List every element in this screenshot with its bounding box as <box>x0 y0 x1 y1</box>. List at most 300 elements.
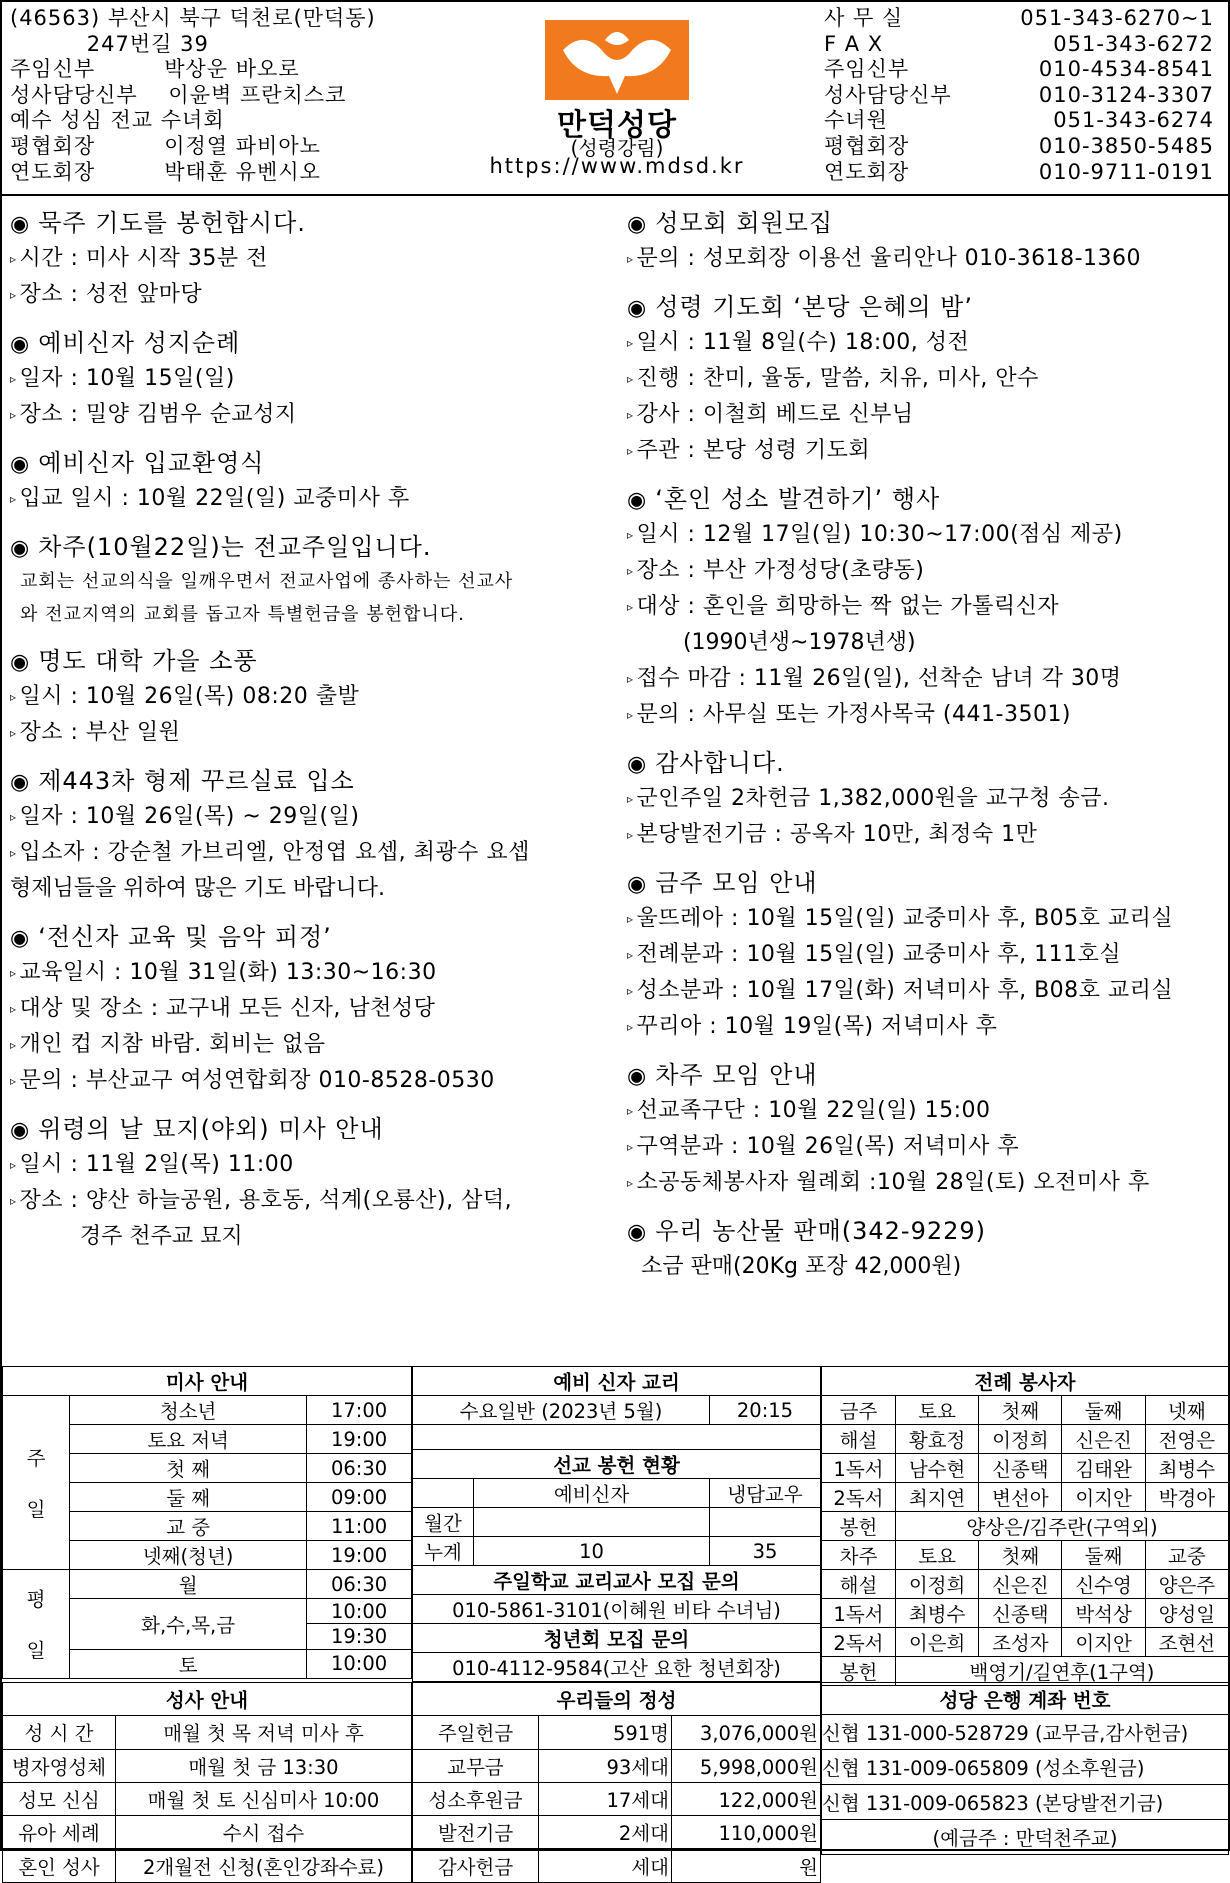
item-text: 입교 일시 : 10월 22일(일) 교중미사 후 <box>19 486 410 511</box>
section-title: 예비신자 입교환영식 <box>38 449 265 477</box>
item-text: 개인 컵 지참 바람. 회비는 없음 <box>19 1032 326 1057</box>
announcement-item <box>10 679 620 715</box>
announcement-section <box>627 867 1227 1045</box>
section-title: ‘혼인 성소 발견하기’ 행사 <box>655 485 941 513</box>
contact-row <box>824 108 1214 134</box>
mission-cell: 10 <box>474 1537 710 1566</box>
youth-title: 청년회 모집 문의 <box>413 1624 821 1653</box>
bullet-icon: ◉ <box>10 926 31 951</box>
announcement-item <box>627 433 1227 469</box>
servers-cell: 박석상 <box>1062 1599 1145 1628</box>
section-title: 차주(10월22일)는 전교주일입니다. <box>38 533 432 561</box>
sacraments-table <box>2 1682 412 1883</box>
offering-name: 성소후원금 <box>413 1782 539 1815</box>
offering-amount: 110,000원 <box>672 1816 821 1849</box>
mass-time: 09:00 <box>307 1483 412 1512</box>
servers-cell: 이지안 <box>1062 1483 1145 1512</box>
sacrament-time: 매월 첫 금 13:30 <box>116 1749 412 1782</box>
triangle-icon: ▹ <box>627 1020 634 1034</box>
triangle-icon: ▹ <box>10 810 17 824</box>
triangle-icon: ▹ <box>627 408 634 422</box>
item-text: 주관 : 본당 성령 기도회 <box>636 438 871 463</box>
contact-label: 주임신부 <box>824 57 910 82</box>
account-line: 신협 131-000-528729 (교무금,감사헌금) <box>822 1715 1229 1750</box>
item-text: 일자 : 10월 26일(목) ~ 29일(일) <box>19 804 360 829</box>
triangle-icon: ▹ <box>627 984 634 998</box>
announcement-continuation: 형제님들을 위하여 많은 기도 바랍니다. <box>10 876 385 901</box>
item-text: 울뜨레아 : 10월 15일(일) 교중미사 후, B05호 교리실 <box>636 906 1174 931</box>
offering-amount: 5,998,000원 <box>672 1749 821 1782</box>
triangle-icon: ▹ <box>10 690 17 704</box>
servers-cell: 김태완 <box>1062 1454 1145 1483</box>
section-heading <box>627 207 1227 241</box>
triangle-icon: ▹ <box>627 252 634 266</box>
item-text: 장소 : 성전 앞마당 <box>19 282 203 307</box>
announcement-item <box>10 1183 620 1219</box>
church-name: 만덕성당 <box>557 108 677 143</box>
section-heading <box>627 867 1227 901</box>
offerings-title: 우리들의 정성 <box>413 1683 821 1716</box>
servers-cell: 양성일 <box>1145 1599 1228 1628</box>
servers-cell: 최지연 <box>895 1483 978 1512</box>
offering-count: 2세대 <box>539 1816 672 1849</box>
announcement-section <box>627 207 1227 277</box>
offering-count: 세대 <box>539 1849 672 1882</box>
servers-head: 차주 <box>822 1541 896 1570</box>
mass-name: 첫 째 <box>70 1454 307 1483</box>
contact-label: 수녀원 <box>824 108 888 133</box>
school-title: 주일학교 교리교사 모집 문의 <box>413 1566 821 1595</box>
announcement-item <box>627 697 1227 733</box>
servers-head: 넷째 <box>1145 1396 1228 1425</box>
triangle-icon: ▹ <box>10 726 17 740</box>
servers-cell: 이은희 <box>895 1628 978 1657</box>
accounts-title: 성당 은행 계좌 번호 <box>822 1683 1229 1715</box>
catechism-table <box>412 1366 821 1682</box>
section-heading <box>627 483 1227 517</box>
section-heading <box>10 531 620 565</box>
triangle-icon: ▹ <box>10 1158 17 1172</box>
section-title: ‘전신자 교육 및 음악 피정’ <box>38 923 332 951</box>
item-text: 본당발전기금 : 공옥자 10만, 최정숙 1만 <box>636 822 1038 847</box>
left-announcements <box>10 207 620 1269</box>
header-contacts <box>824 6 1214 185</box>
announcement-section <box>10 765 620 907</box>
servers-cell: 전영은 <box>1145 1425 1228 1454</box>
servers-cell: 신은진 <box>1062 1425 1145 1454</box>
item-text: 구역분과 : 10월 26일(목) 저녁미사 후 <box>636 1134 1020 1159</box>
account-line: 신협 131-009-065823 (본당발전기금) <box>822 1785 1229 1820</box>
catechism-class: 수요일반 (2023년 5월) <box>413 1396 710 1425</box>
announcement-item <box>10 991 620 1027</box>
mission-cell <box>710 1508 821 1537</box>
announcement-item <box>627 1165 1227 1201</box>
offering-name: 교무금 <box>413 1749 539 1782</box>
item-text: 일시 : 11월 8일(수) 18:00, 성전 <box>636 330 970 355</box>
triangle-icon: ▹ <box>627 1176 634 1190</box>
servers-cell: 양상은/김주란(구역외) <box>895 1512 1228 1541</box>
contact-label: 성사담당신부 <box>824 82 952 107</box>
section-title: 명도 대학 가을 소풍 <box>38 647 258 675</box>
servers-cell: 황효정 <box>895 1425 978 1454</box>
mass-time: 17:00 <box>307 1396 412 1425</box>
blank-cell <box>413 1479 474 1508</box>
triangle-icon: ▹ <box>627 528 634 542</box>
announcement-item <box>627 817 1227 853</box>
youth-contact: 010-4112-9584(고산 요한 청년회장) <box>413 1653 821 1682</box>
announcement-section <box>627 1215 1227 1285</box>
right-announcements <box>627 207 1227 1299</box>
mission-cell <box>474 1508 710 1537</box>
item-text: 성소분과 : 10월 17일(화) 저녁미사 후, B08호 교리실 <box>636 978 1174 1003</box>
mass-time: 06:30 <box>307 1570 412 1599</box>
section-heading <box>627 747 1227 781</box>
servers-cell: 조현선 <box>1145 1628 1228 1657</box>
mass-name: 청소년 <box>70 1396 307 1425</box>
offering-name: 발전기금 <box>413 1816 539 1849</box>
servers-head: 첫째 <box>979 1541 1062 1570</box>
servers-cell: 1독서 <box>822 1599 896 1628</box>
bullet-icon: ◉ <box>627 752 648 777</box>
bullet-icon: ◉ <box>627 296 648 321</box>
section-title: 묵주 기도를 봉헌합시다. <box>38 209 306 237</box>
triangle-icon: ▹ <box>10 408 17 422</box>
section-title: 성령 기도회 ‘본당 은혜의 밤’ <box>655 293 973 321</box>
announcement-section <box>10 1113 620 1255</box>
offering-name: 주일헌금 <box>413 1716 539 1749</box>
triangle-icon: ▹ <box>627 672 634 686</box>
offering-amount: 원 <box>672 1849 821 1882</box>
triangle-icon: ▹ <box>10 1194 17 1208</box>
contact-label: 연도회장 <box>824 159 910 184</box>
bullet-icon: ◉ <box>10 770 31 795</box>
servers-head: 교중 <box>1145 1541 1228 1570</box>
contact-number: 010-9711-0191 <box>1038 159 1214 184</box>
item-text: 장소 : 부산 일원 <box>19 720 181 745</box>
announcement-item <box>627 937 1227 973</box>
servers-cell: 1독서 <box>822 1454 896 1483</box>
announcement-item <box>627 589 1227 625</box>
bullet-icon: ◉ <box>627 488 648 513</box>
item-text: 일시 : 12월 17일(일) 10:30~17:00(점심 제공) <box>636 522 1123 547</box>
item-text: 선교족구단 : 10월 22일(일) 15:00 <box>636 1098 991 1123</box>
account-line: (예금주 : 만덕천주교) <box>822 1820 1229 1855</box>
school-contact: 010-5861-3101(이혜원 비타 수녀님) <box>413 1595 821 1624</box>
contact-label: 사 무 실 <box>824 6 904 30</box>
header-line: 연도회장 박태훈 유벤시오 <box>10 159 321 184</box>
servers-cell: 변선아 <box>979 1483 1062 1512</box>
servers-head: 둘째 <box>1062 1396 1145 1425</box>
header-line: 예수 성심 전교 수녀회 <box>10 108 225 133</box>
triangle-icon: ▹ <box>10 492 17 506</box>
mission-cell: 35 <box>710 1537 821 1566</box>
item-text: 일시 : 11월 2일(목) 11:00 <box>19 1152 294 1177</box>
bullet-icon: ◉ <box>10 452 31 477</box>
item-text: 문의 : 성모회장 이용선 율리안나 010-3618-1360 <box>636 246 1142 271</box>
bullet-icon: ◉ <box>10 1118 31 1143</box>
bullet-icon: ◉ <box>627 1064 648 1089</box>
announcement-section <box>627 483 1227 733</box>
servers-cell: 2독서 <box>822 1483 896 1512</box>
section-title: 차주 모임 안내 <box>655 1061 818 1089</box>
triangle-icon: ▹ <box>10 288 17 302</box>
contact-number: 051-343-6272 <box>1053 31 1214 56</box>
announcement-section <box>10 327 620 433</box>
contact-label: 평협회장 <box>824 133 910 158</box>
bank-accounts-table <box>821 1682 1229 1855</box>
sacrament-time: 수시 접수 <box>116 1816 412 1849</box>
servers-head: 토요 <box>895 1396 978 1425</box>
servers-head: 금주 <box>822 1396 896 1425</box>
section-title: 금주 모임 안내 <box>655 869 818 897</box>
triangle-icon: ▹ <box>10 846 17 860</box>
header-line: 247번길 39 <box>10 31 209 56</box>
church-logo <box>545 20 689 100</box>
contact-number: 010-4534-8541 <box>1038 57 1214 82</box>
item-text: 시간 : 미사 시작 35분 전 <box>19 246 268 271</box>
announcement-item <box>627 517 1227 553</box>
servers-cell: 해설 <box>822 1570 896 1599</box>
triangle-icon: ▹ <box>627 600 634 614</box>
announcement-continuation: (1990년생~1978년생) <box>627 630 916 655</box>
section-heading <box>10 645 620 679</box>
announcement-item <box>627 361 1227 397</box>
servers-cell: 박경아 <box>1145 1483 1228 1512</box>
servers-cell: 최병수 <box>895 1599 978 1628</box>
offering-count: 93세대 <box>539 1749 672 1782</box>
announcement-item <box>10 1027 620 1063</box>
contact-number: 010-3124-3307 <box>1038 82 1214 107</box>
section-heading <box>627 1215 1227 1249</box>
servers-cell: 신종택 <box>979 1454 1062 1483</box>
bullet-icon: ◉ <box>627 1220 648 1245</box>
announcement-item <box>627 1093 1227 1129</box>
mass-time: 19:30 <box>307 1624 412 1649</box>
mass-name: 토요 저녁 <box>70 1425 307 1454</box>
servers-cell: 해설 <box>822 1425 896 1454</box>
triangle-icon: ▹ <box>627 336 634 350</box>
contact-number: 051-343-6274 <box>1053 108 1214 133</box>
header-line: (46563) 부산시 북구 덕천로(만덕동) <box>10 6 376 30</box>
mission-title: 선교 봉헌 현황 <box>413 1450 821 1479</box>
triangle-icon: ▹ <box>627 708 634 722</box>
weekday-label: 평 일 <box>3 1570 70 1679</box>
mass-name: 넷째(청년) <box>70 1541 307 1570</box>
mass-time: 06:30 <box>307 1454 412 1483</box>
mission-cell: 월간 <box>413 1508 474 1537</box>
bullet-icon: ◉ <box>10 650 31 675</box>
contact-row <box>824 134 1214 160</box>
item-text: 군인주일 2차헌금 1,382,000원을 교구청 송금. <box>636 786 1110 811</box>
servers-cell: 이정희 <box>979 1425 1062 1454</box>
header-line: 평협회장 이정열 파비아노 <box>10 133 321 158</box>
section-title: 우리 농산물 판매(342-9229) <box>655 1217 987 1245</box>
bullet-icon: ◉ <box>10 332 31 357</box>
announcement-item <box>627 241 1227 277</box>
announcement-item <box>10 799 620 835</box>
announcement-item <box>627 1129 1227 1165</box>
item-text: 일자 : 10월 15일(일) <box>19 366 235 391</box>
announcement-continuation: 소금 판매(20Kg 포장 42,000원) <box>627 1254 962 1279</box>
triangle-icon: ▹ <box>627 792 634 806</box>
sacraments-title: 성사 안내 <box>3 1683 412 1716</box>
offering-count: 591명 <box>539 1716 672 1749</box>
triangle-icon: ▹ <box>10 1074 17 1088</box>
item-text: 장소 : 양산 하늘공원, 용호동, 석계(오룡산), 삼덕, <box>19 1188 513 1213</box>
church-subtitle: (성령강림) <box>570 136 664 160</box>
announcement-section <box>627 1059 1227 1201</box>
triangle-icon: ▹ <box>10 966 17 980</box>
item-text: 문의 : 사무실 또는 가정사목국 (441-3501) <box>636 702 1072 727</box>
announcement-item <box>10 715 620 751</box>
bullet-icon: ◉ <box>10 212 31 237</box>
announcement-item <box>10 1147 620 1183</box>
servers-head: 토요 <box>895 1541 978 1570</box>
mass-name: 둘 째 <box>70 1483 307 1512</box>
announcement-section <box>10 645 620 751</box>
mass-name: 토 <box>70 1649 307 1678</box>
offering-amount: 122,000원 <box>672 1782 821 1815</box>
section-heading <box>10 327 620 361</box>
mass-time: 19:00 <box>307 1425 412 1454</box>
announcement-note: 와 전교지역의 교회를 돕고자 특별헌금을 봉헌합니다. <box>20 604 465 625</box>
announcement-item <box>627 661 1227 697</box>
servers-head: 둘째 <box>1062 1541 1145 1570</box>
mass-time: 19:00 <box>307 1541 412 1570</box>
triangle-icon: ▹ <box>627 828 634 842</box>
servers-cell: 조성자 <box>979 1628 1062 1657</box>
section-title: 예비신자 성지순례 <box>38 329 241 357</box>
mass-name: 교 중 <box>70 1512 307 1541</box>
announcement-item <box>627 325 1227 361</box>
announcement-item <box>10 277 620 313</box>
servers-cell: 신수영 <box>1062 1570 1145 1599</box>
triangle-icon: ▹ <box>627 444 634 458</box>
announcement-section <box>627 291 1227 469</box>
servers-cell: 남수현 <box>895 1454 978 1483</box>
section-title: 제443차 형제 꾸르실료 입소 <box>38 767 355 795</box>
announcement-item <box>10 1063 620 1099</box>
item-text: 장소 : 밀양 김범우 순교성지 <box>19 402 297 427</box>
section-heading <box>10 765 620 799</box>
servers-cell: 신은진 <box>979 1570 1062 1599</box>
announcement-section <box>10 207 620 313</box>
church-url[interactable]: https://www.mdsd.kr <box>489 154 745 178</box>
servers-cell: 봉헌 <box>822 1512 896 1541</box>
announcement-item <box>627 781 1227 817</box>
item-text: 접수 마감 : 11월 26일(일), 선착순 남녀 각 30명 <box>636 666 1122 691</box>
item-text: 문의 : 부산교구 여성연합회장 010-8528-0530 <box>19 1068 495 1093</box>
servers-cell: 최병수 <box>1145 1454 1228 1483</box>
announcement-item <box>10 361 620 397</box>
servers-cell: 봉헌 <box>822 1657 896 1686</box>
triangle-icon: ▹ <box>627 372 634 386</box>
item-text: 입소자 : 강순철 가브리엘, 안정엽 요셉, 최광수 요셉 <box>19 840 530 865</box>
header <box>2 2 1228 196</box>
mass-title: 미사 안내 <box>3 1367 412 1396</box>
liturgy-servers-table <box>821 1366 1229 1686</box>
mass-schedule-table <box>2 1366 412 1679</box>
item-text: 장소 : 부산 가정성당(초량동) <box>636 558 925 583</box>
section-heading <box>627 291 1227 325</box>
announcement-item <box>627 397 1227 433</box>
triangle-icon: ▹ <box>627 1104 634 1118</box>
offering-name: 감사헌금 <box>413 1849 539 1882</box>
triangle-icon: ▹ <box>10 372 17 386</box>
triangle-icon: ▹ <box>10 1038 17 1052</box>
section-heading <box>10 447 620 481</box>
catechism-time: 20:15 <box>710 1396 821 1425</box>
sacrament-time: 매월 첫 토 신심미사 10:00 <box>116 1782 412 1815</box>
section-heading <box>627 1059 1227 1093</box>
sacrament-name: 성 시 간 <box>3 1716 116 1749</box>
sunday-label: 주 일 <box>3 1396 70 1570</box>
blank-cell <box>413 1425 821 1450</box>
sacrament-time: 매월 첫 목 저녁 미사 후 <box>116 1716 412 1749</box>
mass-time: 10:00 <box>307 1599 412 1624</box>
servers-cell: 이정희 <box>895 1570 978 1599</box>
sacrament-name: 유아 세례 <box>3 1816 116 1849</box>
triangle-icon: ▹ <box>10 252 17 266</box>
triangle-icon: ▹ <box>627 1140 634 1154</box>
contact-row <box>824 57 1214 83</box>
offering-count: 17세대 <box>539 1782 672 1815</box>
triangle-icon: ▹ <box>627 948 634 962</box>
item-text: 전례분과 : 10월 15일(일) 교중미사 후, 111호실 <box>636 942 1122 967</box>
header-left <box>10 6 376 185</box>
servers-head: 첫째 <box>979 1396 1062 1425</box>
servers-cell: 이지안 <box>1062 1628 1145 1657</box>
item-text: 교육일시 : 10월 31일(화) 13:30~16:30 <box>19 960 437 985</box>
item-text: 진행 : 찬미, 율동, 말씀, 치유, 미사, 안수 <box>636 366 1039 391</box>
announcement-item <box>627 1009 1227 1045</box>
offering-amount: 3,076,000원 <box>672 1716 821 1749</box>
sacrament-time: 2개월전 신청(혼인강좌수료) <box>116 1849 412 1882</box>
mass-time: 11:00 <box>307 1512 412 1541</box>
item-text: 일시 : 10월 26일(목) 08:20 출발 <box>19 684 360 709</box>
header-line: 주임신부 박상운 바오로 <box>10 57 300 82</box>
sacrament-name: 성모 신심 <box>3 1782 116 1815</box>
announcement-note: 교회는 선교의식을 일깨우면서 전교사업에 종사하는 선교사 <box>20 571 514 592</box>
section-heading <box>10 207 620 241</box>
mass-name: 월 <box>70 1570 307 1599</box>
announcement-section <box>10 447 620 517</box>
contact-row <box>824 6 1214 32</box>
section-title: 감사합니다. <box>655 749 785 777</box>
triangle-icon: ▹ <box>627 912 634 926</box>
bullet-icon: ◉ <box>627 212 648 237</box>
section-title: 위령의 날 묘지(야외) 미사 안내 <box>38 1115 384 1143</box>
announcement-item <box>10 397 620 433</box>
announcement-item <box>627 901 1227 937</box>
triangle-icon: ▹ <box>627 564 634 578</box>
mission-cell: 누계 <box>413 1537 474 1566</box>
catechism-title: 예비 신자 교리 <box>413 1367 821 1396</box>
section-heading <box>10 921 620 955</box>
contact-row <box>824 83 1214 109</box>
item-text: 꾸리아 : 10월 19일(목) 저녁미사 후 <box>636 1014 998 1039</box>
account-line: 신협 131-009-065809 (성소후원금) <box>822 1750 1229 1785</box>
section-title: 성모회 회원모집 <box>655 209 834 237</box>
announcement-item <box>10 241 620 277</box>
announcement-section <box>10 921 620 1099</box>
bullet-icon: ◉ <box>10 536 31 561</box>
item-text: 소공동체봉사자 월례회 :10월 28일(토) 오전미사 후 <box>636 1170 1150 1195</box>
item-text: 대상 및 장소 : 교구내 모든 신자, 남천성당 <box>19 996 436 1021</box>
servers-cell: 양은주 <box>1145 1570 1228 1599</box>
offerings-table <box>412 1682 821 1883</box>
contact-number: 051-343-6270~1 <box>1020 6 1214 30</box>
